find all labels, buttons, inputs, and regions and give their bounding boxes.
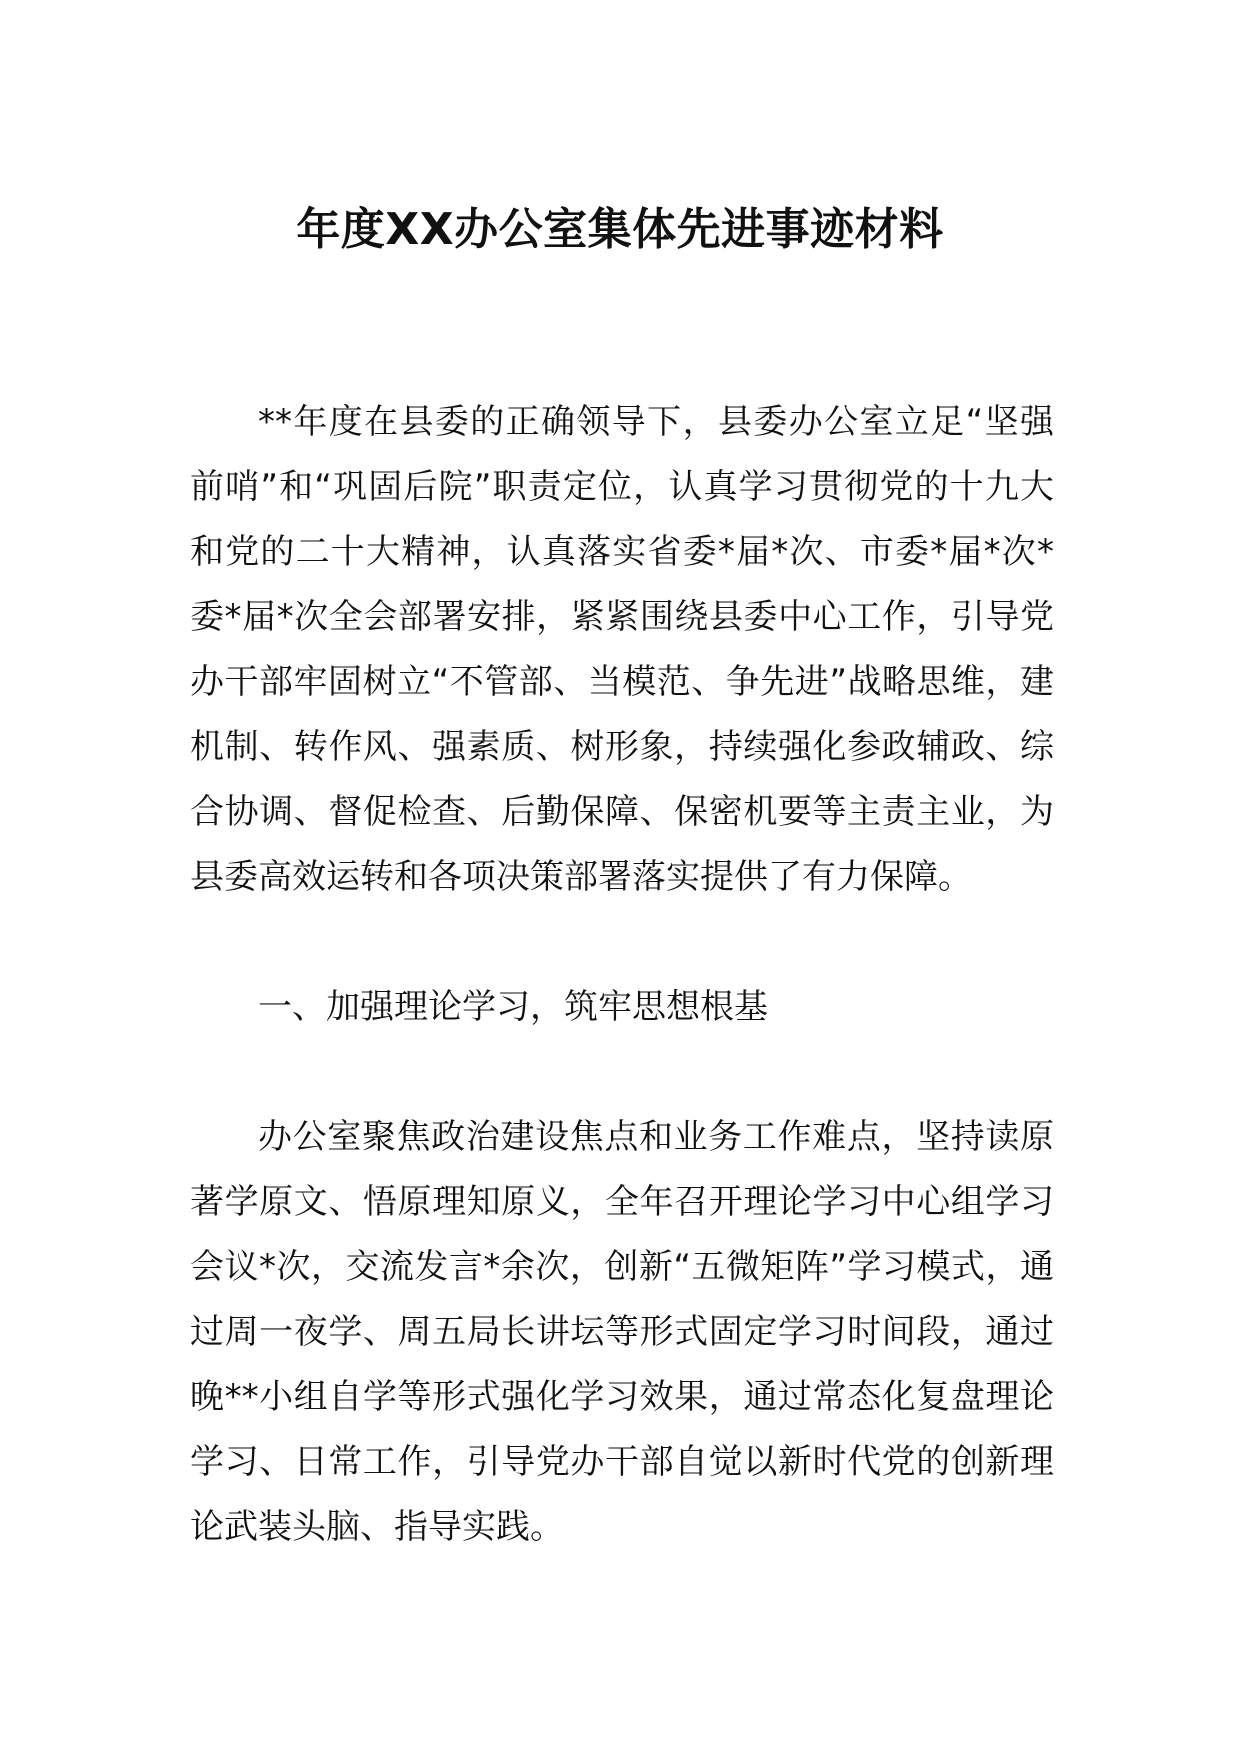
section-heading: 一、加强理论学习，筑牢思想根基 (258, 987, 768, 1027)
section-paragraph: 办公室聚焦政治建设焦点和业务工作难点，坚持读原著学原文、悟原理知原义，全年召开理论学习中心组学习会议*次，交流发言*余次，创新“五微矩阵”学习模式，通过周一夜学、周五局长讲坛等形式固定学习时间段，通过晚**小组自学等形式强化学习效果，通过常态化复盘理论学习、日常工作，引导党办干部自觉以新时代党的创新理论武装头脑、指导实践。 (190, 1117, 1054, 1547)
document-title: 年度XX办公室集体先进事迹材料 (296, 204, 944, 255)
intro-paragraph: **年度在县委的正确领导下，县委办公室立足“坚强前哨”和“巩固后院”职责定位，认真学习贯彻党的十九大和党的二十大精神，认真落实省委*届*次、市委*届*次*委*届*次全会部署安排，紧紧围绕县委中心工作，引导党办干部牢固树立“不管部、当模范、争先进”战略思维，建机制、转作风、强素质、树形象，持续强化参政辅政、综合协调、督促检查、后勤保障、保密机要等主责主业，为县委高效运转和各项决策部署落实提供了有力保障。 (190, 402, 1054, 897)
